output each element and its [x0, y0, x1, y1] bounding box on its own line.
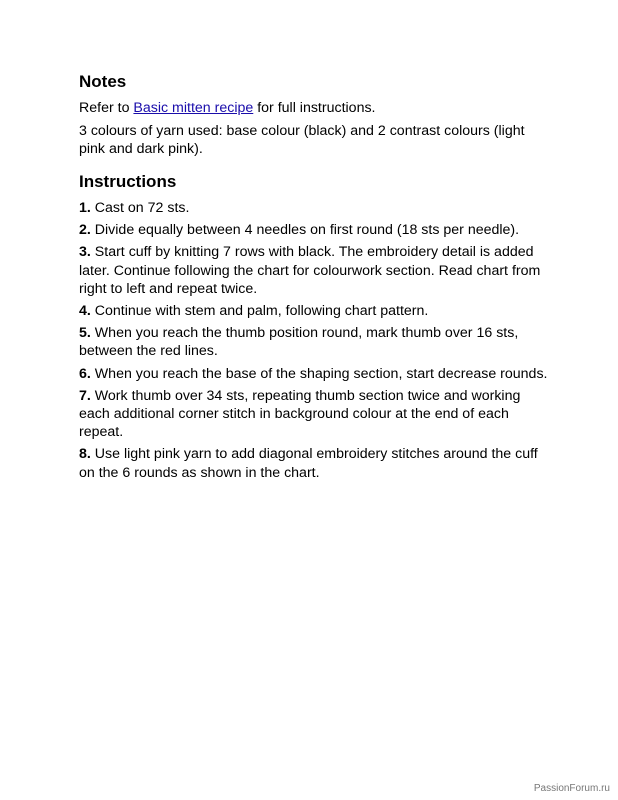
instruction-steps [79, 199, 549, 486]
step-number: 3. [79, 244, 91, 261]
step-text: Continue with stem and palm, following chart pattern. [90, 303, 429, 320]
instruction-step [79, 324, 549, 360]
step-text: Start cuff by knitting 7 rows with black. The embroidery detail is added later. Continue following the chart for colourwork section. Read chart from right to left and repeat twice. [79, 244, 541, 297]
step-text: Cast on 72 sts. [90, 200, 190, 216]
step-number: 8. [79, 446, 91, 463]
step-text: Work thumb over 34 sts, repeating thumb section twice and working each additional corner stitch in background colour at the end of each repeat. [79, 387, 521, 441]
notes-heading: Notes [79, 72, 127, 91]
instruction-step [79, 199, 549, 217]
watermark: PassionForum.ru [533, 783, 610, 794]
refer-paragraph [79, 99, 376, 117]
instructions-heading: Instructions [79, 172, 177, 191]
step-text: Divide equally between 4 needles on first round (18 sts per needle). [90, 222, 520, 239]
refer-suffix: for full instructions. [253, 100, 376, 116]
step-text: When you reach the thumb position round, mark thumb over 16 sts, between the red lines. [79, 325, 519, 360]
basic-mitten-recipe-link[interactable]: Basic mitten recipe [133, 100, 254, 116]
step-number: 5. [79, 325, 91, 342]
step-number: 1. [79, 200, 91, 216]
instruction-step [79, 445, 549, 481]
instruction-step [79, 243, 549, 298]
refer-prefix: Refer to [79, 100, 134, 116]
step-number: 4. [79, 303, 91, 320]
colours-paragraph: 3 colours of yarn used: base colour (black) and 2 contrast colours (light pink and dark pink). [79, 123, 525, 158]
step-number: 7. [79, 387, 91, 404]
instruction-step [79, 387, 549, 442]
instruction-step [79, 302, 549, 320]
instruction-step [79, 221, 549, 239]
step-number: 2. [79, 222, 91, 239]
step-text: When you reach the base of the shaping section, start decrease rounds. [90, 365, 548, 382]
step-number: 6. [79, 365, 91, 382]
step-text: Use light pink yarn to add diagonal embroidery stitches around the cuff on the 6 rounds as shown in the chart. [79, 446, 538, 481]
instruction-step [79, 365, 549, 383]
